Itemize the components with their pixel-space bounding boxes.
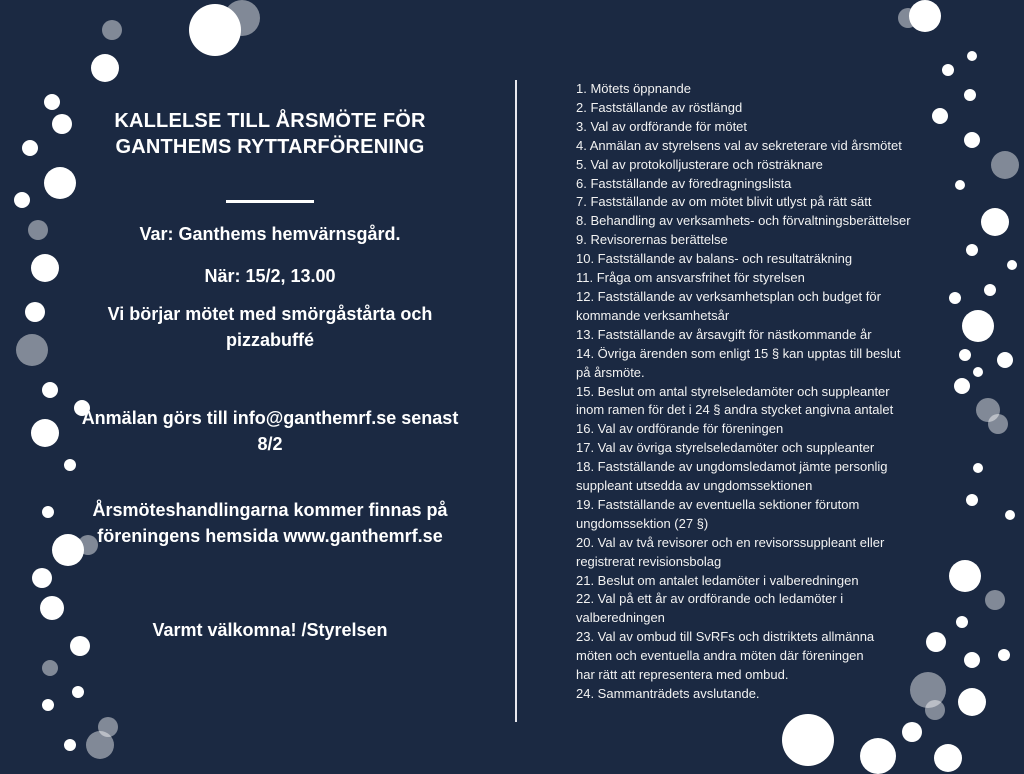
agenda-item: på årsmöte. xyxy=(576,364,645,380)
agenda-item: möten och eventuella andra möten där föreningen xyxy=(576,648,864,664)
bubble xyxy=(998,649,1010,661)
agenda-item: har rätt att representera med ombud. xyxy=(576,667,789,683)
agenda-item: 2. Fastställande av röstlängd xyxy=(576,99,743,115)
bubble xyxy=(91,54,119,82)
agenda-item: registrerat revisionsbolag xyxy=(576,553,722,569)
bubble xyxy=(902,722,922,742)
documents-info: Årsmöteshandlingarna kommer finnas på föreningens hemsida www.ganthemrf.se xyxy=(92,500,448,546)
agenda-item: suppleant utsedda av ungdomssektionen xyxy=(576,478,813,494)
food-info: Vi börjar mötet med smörgåstårta och pizzabuffé xyxy=(107,304,433,350)
bubble xyxy=(42,699,54,711)
bubble xyxy=(64,739,76,751)
agenda-item: 21. Beslut om antalet ledamöter i valberedningen xyxy=(576,572,859,588)
bubble xyxy=(25,302,45,322)
agenda-item: 15. Beslut om antal styrelseledamöter och suppleanter xyxy=(576,383,890,399)
agenda-item: 9. Revisorernas berättelse xyxy=(576,232,728,248)
agenda-item: 16. Val av ordförande för föreningen xyxy=(576,421,784,437)
page-title: KALLELSE TILL ÅRSMÖTE FÖR GANTHEMS RYTTARFÖRENING xyxy=(114,110,426,158)
bubble xyxy=(22,140,38,156)
bubble xyxy=(782,714,834,766)
bubble xyxy=(966,494,978,506)
agenda-item: 19. Fastställande av eventuella sektioner förutom xyxy=(576,496,860,512)
bubble xyxy=(42,506,54,518)
bubble xyxy=(955,180,965,190)
bubble xyxy=(860,738,896,774)
bubble xyxy=(981,208,1009,236)
agenda-item: kommande verksamhetsår xyxy=(576,307,730,323)
agenda-item: 22. Val på ett år av ordförande och ledamöter i xyxy=(576,591,844,607)
bubble xyxy=(28,220,48,240)
bubble xyxy=(991,151,1019,179)
agenda-item: 17. Val av övriga styrelseledamöter och suppleanter xyxy=(576,440,875,456)
agenda-item: 13. Fastställande av årsavgift för nästkommande år xyxy=(576,326,872,342)
bubble xyxy=(956,616,968,628)
bubble xyxy=(959,349,971,361)
agenda-item: ungdomssektion (27 §) xyxy=(576,515,709,531)
agenda-item: 6. Fastställande av föredragningslista xyxy=(576,175,792,191)
agenda-item: valberedningen xyxy=(576,610,665,626)
welcome-signature: Varmt välkomna! /Styrelsen xyxy=(152,620,388,640)
agenda-item: 23. Val av ombud till SvRFs och distriktets allmänna xyxy=(576,629,875,645)
bubble xyxy=(967,51,977,61)
bubble xyxy=(102,20,122,40)
agenda-item: 10. Fastställande av balans- och resultaträkning xyxy=(576,251,853,267)
bubble xyxy=(958,688,986,716)
bubble xyxy=(934,744,962,772)
bubble xyxy=(964,652,980,668)
vertical-divider xyxy=(515,80,517,722)
agenda-item: 18. Fastställande av ungdomsledamot jämte personlig xyxy=(576,459,888,475)
bubble xyxy=(32,568,52,588)
signup-info: Anmälan görs till info@ganthemrf.se senast 8/2 xyxy=(81,408,459,454)
bubble xyxy=(44,94,60,110)
bubble xyxy=(1005,510,1015,520)
agenda-item: 11. Fråga om ansvarsfrihet för styrelsen xyxy=(576,270,805,286)
invitation-panel xyxy=(60,108,480,643)
agenda-item: 14. Övriga ärenden som enligt 15 § kan upptas till beslut xyxy=(576,345,901,361)
bubble xyxy=(31,254,59,282)
bubble xyxy=(16,334,48,366)
bubble xyxy=(909,0,941,32)
bubble xyxy=(954,378,970,394)
bubble xyxy=(942,64,954,76)
bubble xyxy=(224,0,260,36)
agenda-item: 3. Val av ordförande för mötet xyxy=(576,118,748,134)
bubble xyxy=(962,310,994,342)
agenda-item: 8. Behandling av verksamhets- och förvaltningsberättelser xyxy=(576,213,911,229)
bubble xyxy=(997,352,1013,368)
agenda-item: 1. Mötets öppnande xyxy=(576,81,691,96)
bubble xyxy=(42,660,58,676)
agenda-item: 4. Anmälan av styrelsens val av sekreterare vid årsmötet xyxy=(576,137,902,153)
agenda-list xyxy=(576,80,956,704)
bubble xyxy=(31,419,59,447)
agenda-item: 12. Fastställande av verksamhetsplan och budget för xyxy=(576,288,881,304)
meeting-time: När: 15/2, 13.00 xyxy=(204,266,336,286)
bubble xyxy=(72,686,84,698)
agenda-item: inom ramen för det i 24 § andra stycket angivna antalet xyxy=(576,402,894,418)
bubble xyxy=(988,414,1008,434)
bubble xyxy=(98,717,118,737)
agenda-item: 20. Val av två revisorer och en revisorssuppleant eller xyxy=(576,534,885,550)
agenda-item: 24. Sammanträdets avslutande. xyxy=(576,686,760,701)
bubble xyxy=(14,192,30,208)
bubble xyxy=(973,463,983,473)
bubble xyxy=(964,132,980,148)
bubble xyxy=(42,382,58,398)
agenda-item: 5. Val av protokolljusterare och rösträknare xyxy=(576,156,823,172)
bubble xyxy=(973,367,983,377)
bubble xyxy=(1007,260,1017,270)
bubble xyxy=(966,244,978,256)
agenda-item: 7. Fastställande av om mötet blivit utlyst på rätt sätt xyxy=(576,194,872,210)
bubble xyxy=(964,89,976,101)
bubble xyxy=(984,284,996,296)
bubble xyxy=(985,590,1005,610)
meeting-location: Var: Ganthems hemvärnsgård. xyxy=(139,224,401,244)
title-underline xyxy=(226,200,314,203)
